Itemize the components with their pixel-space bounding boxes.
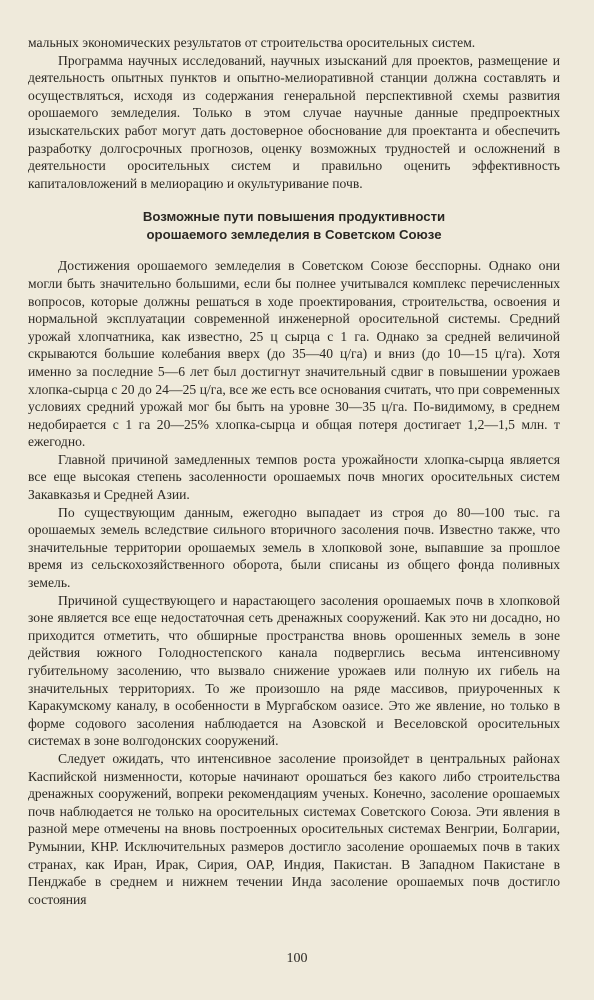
paragraph-land-loss: По существующим данным, ежегодно выпадает из строя до 80—100 тыс. га орошаемых земель вследствие сильного вторичного засоления почв. Известно также, что значительные территории орошаемых земель в хлопковой зоне, выпавшие за прошлое время из сельскохозяйственного оборота, были списаны из общего фонда поливных земель. bbox=[28, 504, 560, 591]
section-heading-line1: Возможные пути повышения продуктивности bbox=[142, 209, 446, 225]
paragraph-research-program: Программа научных исследований, научных изысканий для проектов, размещение и деятельность опытных пунктов и опытно-мелиоративной станции должна составлять и осуществляться, исходя из содержания генеральной перспективной схемы развития орошаемого земледелия. Только в этом случае научные данные предпроектных изыскательских работ могут дать достоверное обоснование для проектанта и обеспечить разработку долгосрочных прогнозов, оценку возможных трудностей и осложнений в деятельности оросительных систем и правильно оценить эффективность капиталовложений в мелиорацию и окультуривание почв. bbox=[28, 52, 560, 191]
paragraph-salinization: Следует ожидать, что интенсивное засоление произойдет в центральных районах Каспийской низменности, которые начинают орошаться без какого либо строительства дренажных сооружений, вопреки рекомендациям ученых. Конечно, засоление орошаемых почв наблюдается не только на оросительных системах Советского Союза. Эти явления в разной мере отмечены на вновь построенных оросительных системах Венгрии, Болгарии, Румынии, КНР. Исключительных размеров достигло засоление орошаемых почв в таких странах, как Иран, Ирак, Сирия, ОАР, Индия, Пакистан. В Западном Пакистане в Пенджабе в среднем и нижнем течении Инда засоление орошаемых почв достигло состояния bbox=[28, 750, 560, 907]
paragraph-achievements: Достижения орошаемого земледелия в Советском Союзе бесспорны. Однако они могли быть значительно большими, если бы полнее учитывался комплекс перечисленных вопросов, которые должны решаться в ходе проектирования, строительства, освоения и нормальной эксплуатации современной инженерной оросительной системы. Средний урожай хлопчатника, как известно, 25 ц сырца с 1 га. Однако за средней величиной скрываются большие колебания вверх (до 35—40 ц/га) и вниз (до 10—15 ц/га). Хотя именно за последние 5—6 лет был достигнут значительный сдвиг в повышении урожаев хлопка-сырца с 20 до 24—25 ц/га, все же есть все основания считать, что при современных условиях средний урожай мог бы быть на уровне 30—35 ц/га. По-видимому, в среднем недобирается с 1 га 20—25% хлопка-сырца и общая потеря достигает 1,2—1,5 млн. т ежегодно. bbox=[28, 258, 560, 450]
page-number: 100 bbox=[286, 951, 308, 966]
paragraph-drainage: Причиной существующего и нарастающего засоления орошаемых почв в хлопковой зоне является все еще недостаточная сеть дренажных сооружений. Как это ни досадно, но приходится отметить, что обширные пространства вновь орошенных земель в зоне действия южного Голодностепского канала подверглись весьма интенсивному губительному засолению, что вызвало снижение урожаев или полную их гибель на значительных территориях. То же произошло на ряде массивов, приуроченных к Каракумскому каналу, в особенности в Мургабском оазисе. Это же явление, но только в форме содового засоления наблюдается на Азовской и Веселовской оросительных системах в зоне волгодонских сооружений. bbox=[28, 592, 560, 749]
paragraph-main-cause: Главной причиной замедленных темпов роста урожайности хлопка-сырца является все еще высокая степень засоленности орошаемых почв многих оросительных систем Закавказья и Средней Азии. bbox=[28, 451, 560, 503]
section-heading bbox=[28, 208, 560, 244]
section-heading-line2: орошаемого земледелия в Советском Союзе bbox=[146, 227, 442, 243]
paragraph-continuation: мальных экономических результатов от строительства оросительных систем. bbox=[28, 35, 476, 50]
